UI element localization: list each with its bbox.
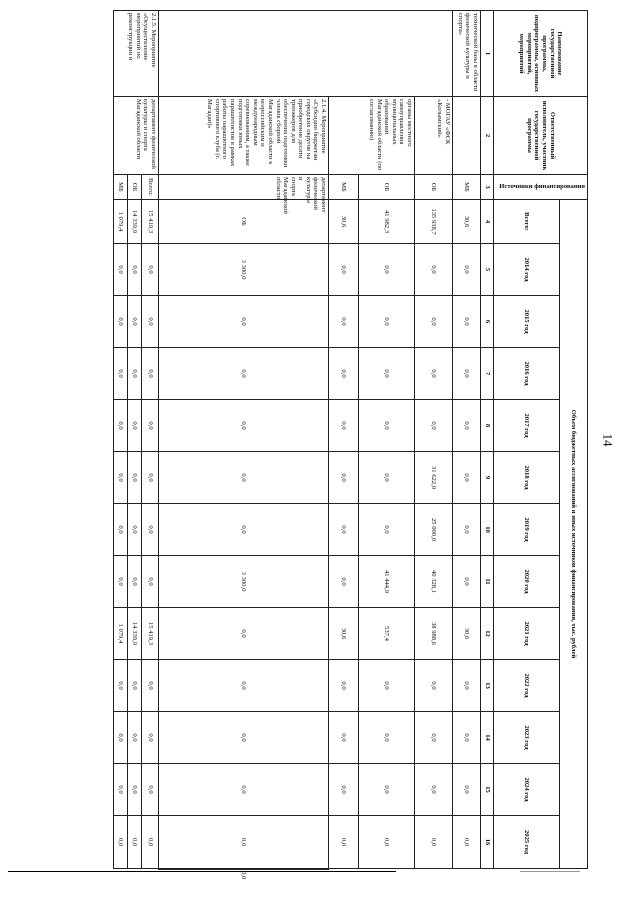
year-value-cell: 0,0 <box>128 452 142 504</box>
table-row <box>142 11 159 870</box>
column-number: 15 <box>481 764 494 816</box>
year-value-cell: 0,0 <box>359 244 415 296</box>
year-value-cell: 0,0 <box>128 296 142 348</box>
source-cell: МБ <box>453 175 481 200</box>
header-year: 2021 год <box>494 608 560 660</box>
year-value-cell: 0,0 <box>329 400 359 452</box>
total-cell: 3 300,0 <box>159 244 329 296</box>
year-value-cell: 0,0 <box>142 348 159 400</box>
year-value-cell: 0,0 <box>453 660 481 712</box>
source-cell: ОБ <box>359 175 415 200</box>
year-value-cell: 0,0 <box>114 296 128 348</box>
year-value-cell: 0,0 <box>359 816 415 869</box>
year-value-cell: 0,0 <box>142 400 159 452</box>
year-value-cell: 0,0 <box>142 244 159 296</box>
year-value-cell: 0,0 <box>114 400 128 452</box>
year-value-cell: 0,0 <box>359 712 415 764</box>
source-cell: ОБ <box>159 200 329 244</box>
column-number: 8 <box>481 400 494 452</box>
column-number: 16 <box>481 816 494 869</box>
year-value-cell: 1 079,4 <box>114 608 128 660</box>
table-row <box>359 11 415 870</box>
header-year: 2015 год <box>494 296 560 348</box>
year-value-cell: 38 988,6 <box>415 608 453 660</box>
column-number: 12 <box>481 608 494 660</box>
header-funding-group: Объем бюджетных ассигнований и иных источников финансирования, тыс. рублей <box>560 200 588 869</box>
year-value-cell: 0,0 <box>128 400 142 452</box>
year-value-cell: 0,0 <box>329 504 359 556</box>
year-value-cell: 0,0 <box>329 764 359 816</box>
year-value-cell: 0,0 <box>128 764 142 816</box>
year-value-cell: 0,0 <box>415 660 453 712</box>
total-cell: 14 339,9 <box>128 200 142 244</box>
year-value-cell: 0,0 <box>142 556 159 608</box>
funding-table <box>113 10 588 880</box>
column-number: 6 <box>481 296 494 348</box>
column-number: 13 <box>481 660 494 712</box>
source-cell: Всего: <box>142 175 159 200</box>
year-value-cell: 0,0 <box>114 556 128 608</box>
year-value-cell: 0,0 <box>329 296 359 348</box>
year-value-cell: 0,0 <box>114 504 128 556</box>
year-value-cell: 0,0 <box>453 556 481 608</box>
header-year: 2017 год <box>494 400 560 452</box>
year-value-cell: 30,6 <box>453 608 481 660</box>
header-year: 2018 год <box>494 452 560 504</box>
year-value-cell: 0,0 <box>329 244 359 296</box>
program-name-cell: 2.1.4. Мероприятие «Субсидии бюджетам городских округов на приобретение десяти тренажеров для обеспечения подготовки членов сборной Магаданской области к всероссийским и международным соревнованиям, а также подготовки юных парашютистов в рамках работы парашютного спортивного клуба (г. Магадан)» <box>159 97 329 175</box>
year-value-cell: 0,0 <box>159 452 329 504</box>
year-value-cell: 31 622,0 <box>415 452 453 504</box>
year-value-cell: 0,0 <box>329 660 359 712</box>
year-value-cell: 0,0 <box>128 660 142 712</box>
column-number: 5 <box>481 244 494 296</box>
source-cell: ОБ <box>415 175 453 200</box>
year-value-cell: 0,0 <box>359 452 415 504</box>
column-number: 14 <box>481 712 494 764</box>
year-value-cell: 25 000,0 <box>415 504 453 556</box>
year-value-cell: 0,0 <box>142 504 159 556</box>
footer-rule-short <box>520 871 580 872</box>
year-value-cell: 0,0 <box>359 296 415 348</box>
year-value-cell: 0,0 <box>359 660 415 712</box>
column-number: 10 <box>481 504 494 556</box>
year-value-cell: 0,0 <box>142 764 159 816</box>
year-value-cell: 0,0 <box>453 504 481 556</box>
source-cell: МБ <box>329 175 359 200</box>
year-value-cell: 0,0 <box>453 816 481 869</box>
header-executor: Ответственный исполнитель, участник государственной программы <box>494 97 588 175</box>
year-value-cell: 0,0 <box>114 660 128 712</box>
total-cell: 41 982,3 <box>359 200 415 244</box>
year-value-cell: 0,0 <box>359 400 415 452</box>
total-cell: 15 419,3 <box>142 200 159 244</box>
header-source: Источники финансирования <box>494 175 588 200</box>
executor-cell <box>453 97 481 175</box>
year-value-cell: 0,0 <box>114 452 128 504</box>
year-value-cell: 0,0 <box>142 816 159 869</box>
year-value-cell: 0,0 <box>415 296 453 348</box>
year-value-cell: 0,0 <box>142 660 159 712</box>
header-year: 2023 год <box>494 712 560 764</box>
total-cell: 135 938,7 <box>415 200 453 244</box>
column-number: 11 <box>481 556 494 608</box>
year-value-cell: 30,6 <box>329 608 359 660</box>
column-number: 2 <box>481 97 494 175</box>
column-number: 7 <box>481 348 494 400</box>
year-value-cell: 0,0 <box>453 296 481 348</box>
year-value-cell: 537,4 <box>359 608 415 660</box>
year-value-cell: 0,0 <box>128 556 142 608</box>
year-value-cell: 0,0 <box>159 712 329 764</box>
year-value-cell: 0,0 <box>114 712 128 764</box>
year-value-cell: 0,0 <box>114 816 128 869</box>
year-value-cell: 0,0 <box>453 348 481 400</box>
total-cell: 30,6 <box>453 200 481 244</box>
executor-cell: - МОГАУ «ФСК «Колымский» <box>415 97 453 175</box>
year-value-cell: 3 300,0 <box>159 556 329 608</box>
header-name: Наименование государственной программы, подпрограммы, основных мероприятий, мероприятий <box>494 11 588 97</box>
source-cell: ОБ <box>128 175 142 200</box>
year-value-cell: 0,0 <box>159 816 329 869</box>
year-value-cell: 0,0 <box>415 400 453 452</box>
year-value-cell: 0,0 <box>329 556 359 608</box>
year-value-cell: 0,0 <box>159 764 329 816</box>
year-value-cell: 0,0 <box>329 816 359 869</box>
source-cell: МБ <box>114 175 128 200</box>
column-number: 3 <box>481 175 494 200</box>
header-total: Всего: <box>494 200 560 244</box>
year-value-cell: 0,0 <box>142 452 159 504</box>
year-value-cell: 0,0 <box>453 712 481 764</box>
year-value-cell: 0,0 <box>128 816 142 869</box>
program-name-cell: технической базы в области физической культуры и спорта» <box>453 11 481 97</box>
year-value-cell: 0,0 <box>114 244 128 296</box>
year-value-cell: 0,0 <box>128 348 142 400</box>
program-name-cell: 2.1.5. Мероприятие «Осуществление мероприятий по реконструкции и <box>114 11 159 97</box>
year-value-cell: 0,0 <box>453 400 481 452</box>
year-value-cell: 0,0 <box>329 452 359 504</box>
year-value-cell: 0,0 <box>159 296 329 348</box>
year-value-cell: 15 419,3 <box>142 608 159 660</box>
year-value-cell: 0,0 <box>415 816 453 869</box>
column-number: 4 <box>481 200 494 244</box>
year-value-cell: 0,0 <box>415 348 453 400</box>
program-name-cell <box>159 11 453 97</box>
table-row <box>415 11 453 870</box>
year-value-cell: 0,0 <box>415 244 453 296</box>
year-value-cell: 0,0 <box>415 764 453 816</box>
year-value-cell: 0,0 <box>128 244 142 296</box>
year-value-cell: 0,0 <box>453 244 481 296</box>
page-number: 14 <box>600 433 616 447</box>
table-row <box>453 11 481 870</box>
year-value-cell: 14 339,9 <box>128 608 142 660</box>
year-value-cell: 0,0 <box>159 660 329 712</box>
year-value-cell: 0,0 <box>114 348 128 400</box>
header-year: 2020 год <box>494 556 560 608</box>
year-value-cell: 0,0 <box>359 764 415 816</box>
executor-cell: департамент физической культуры и спорта Магаданской области <box>159 175 329 200</box>
year-value-cell: 0,0 <box>159 504 329 556</box>
year-value-cell: 40 328,1 <box>415 556 453 608</box>
year-value-cell: 0,0 <box>142 296 159 348</box>
header-year: 2016 год <box>494 348 560 400</box>
table-row <box>159 11 329 870</box>
year-value-cell: 0,0 <box>329 712 359 764</box>
header-year: 2025 год <box>494 816 560 869</box>
total-cell: 30,6 <box>329 200 359 244</box>
column-number: 9 <box>481 452 494 504</box>
column-number: 1 <box>481 11 494 97</box>
header-year: 2022 год <box>494 660 560 712</box>
year-value-cell: 0,0 <box>128 504 142 556</box>
header-year: 2019 год <box>494 504 560 556</box>
header-year: 2014 год <box>494 244 560 296</box>
year-value-cell: 0,0 <box>128 712 142 764</box>
year-value-cell: 0,0 <box>114 764 128 816</box>
year-value-cell: 0,0 <box>453 452 481 504</box>
year-value-cell: 0,0 <box>159 348 329 400</box>
header-year: 2024 год <box>494 764 560 816</box>
year-value-cell: 0,0 <box>415 712 453 764</box>
year-value-cell: 0,0 <box>359 504 415 556</box>
year-value-cell: 0,0 <box>453 764 481 816</box>
year-value-cell: 41 444,9 <box>359 556 415 608</box>
year-value-cell: 0,0 <box>159 400 329 452</box>
executor-cell: департамент физической культуры и спорта Магаданской области <box>114 97 159 175</box>
year-value-cell: 0,0 <box>240 871 248 880</box>
executor-cell: органы местного самоуправления муниципальных образований Магаданской области (по согласованию) <box>329 97 415 175</box>
total-cell: 1 079,4 <box>114 200 128 244</box>
year-value-cell: 0,0 <box>159 608 329 660</box>
year-value-cell: 0,0 <box>329 348 359 400</box>
year-value-cell: 0,0 <box>359 348 415 400</box>
year-value-cell: 0,0 <box>142 712 159 764</box>
rotated-table-container <box>68 10 588 880</box>
